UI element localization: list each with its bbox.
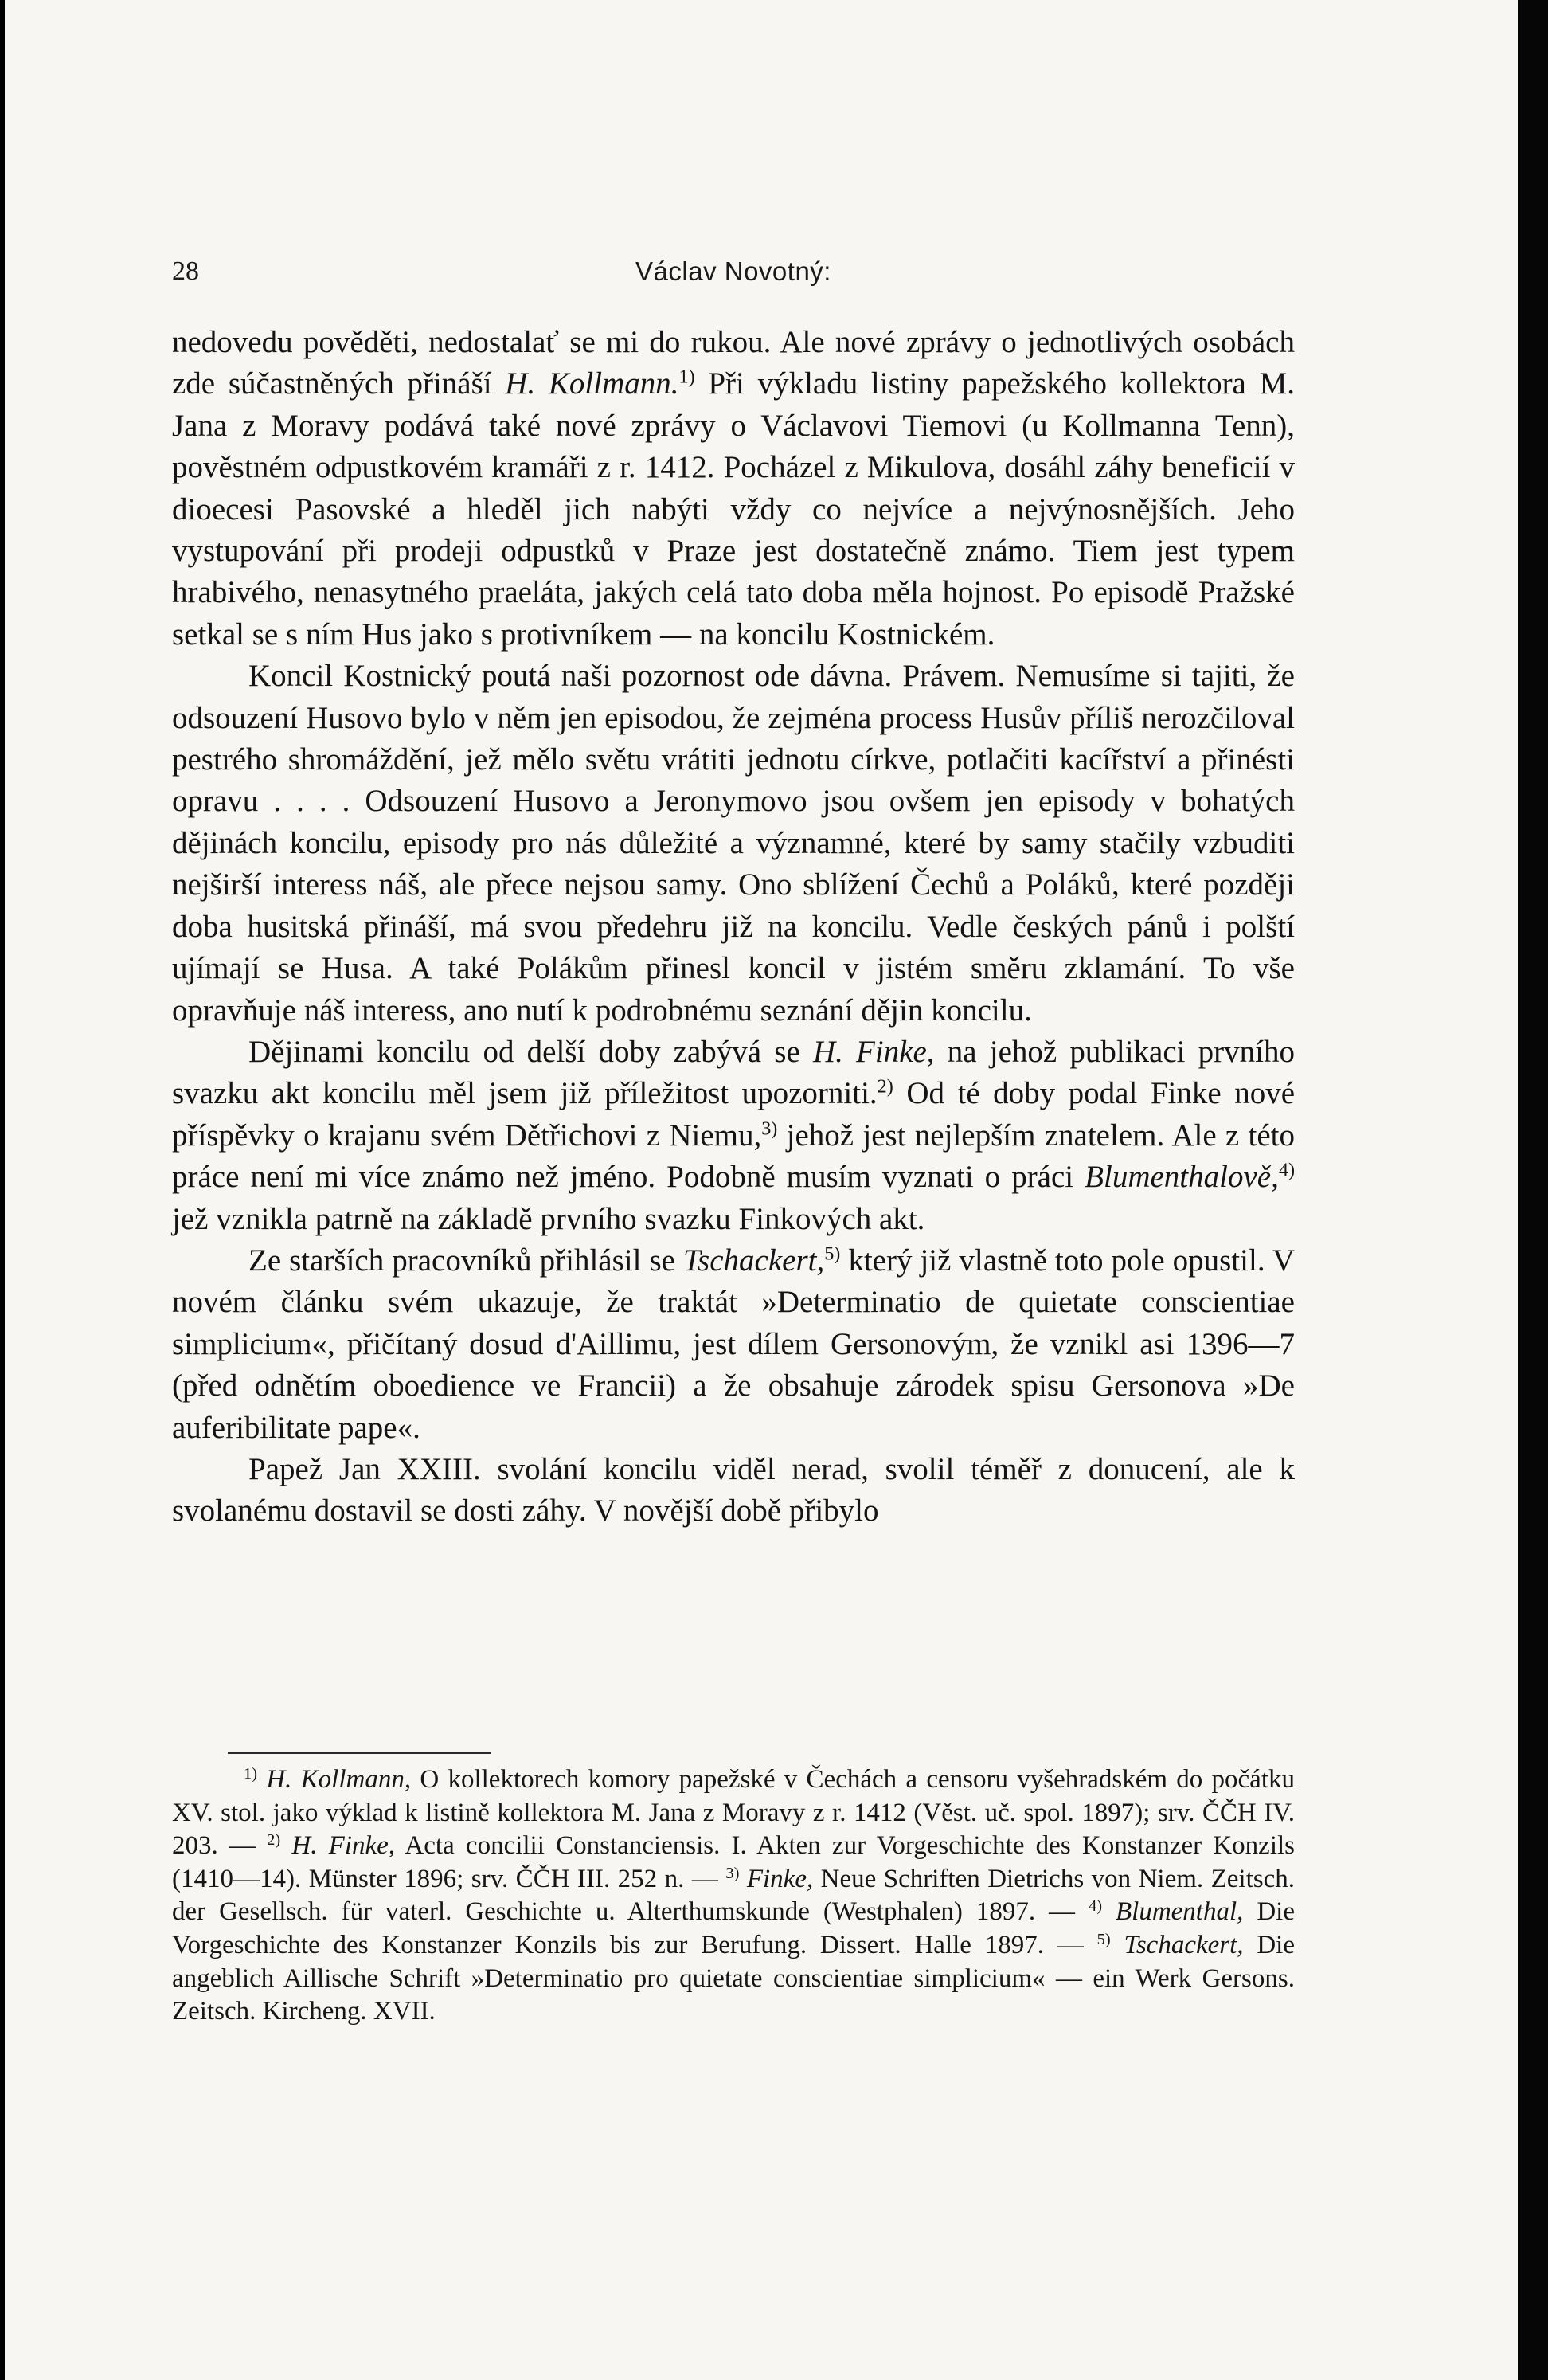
footnote-ref: 2)	[877, 1076, 893, 1098]
italic-text: H. Finke,	[291, 1831, 396, 1861]
italic-text: H. Finke,	[812, 1034, 935, 1069]
text-run: Die Vorgeschichte des Konstanzer Konzils bis zur Berufung. Dissert. Halle 1897. —	[172, 1897, 1295, 1959]
text-run: který již vlastně toto pole opustil. V novém článku svém ukazuje, že traktát »Determinatio de quietate conscientiae simplicium«, přičítaný dosud d'Aillimu, jest dílem Gersonovým, že vznikl asi 1396—7 (před odnětím oboedience ve Francii) a že obsahuje zárodek spisu Gersonova »De auferibilitate pape«.	[172, 1243, 1296, 1445]
footnote-ref: 2)	[267, 1830, 281, 1849]
book-page	[5, 0, 1518, 2380]
page-number: 28	[172, 256, 199, 286]
italic-text: Tschackert,	[1124, 1930, 1244, 1959]
footnote-text	[172, 1763, 1295, 2029]
paragraph	[172, 656, 1295, 1031]
text-run: Ze starších pracovníků přihlásil se	[248, 1243, 683, 1278]
main-text	[172, 322, 1295, 1533]
text-run	[280, 1831, 291, 1860]
text-run	[739, 1865, 746, 1893]
paragraph	[172, 1240, 1295, 1449]
italic-text: H. Kollmann,	[266, 1765, 412, 1794]
footnote-ref: 1)	[678, 366, 695, 389]
text-run: Die angeblich Aillische Schrift »Determinatio pro quietate conscientiae simplicium« — ein Werk Gersons. Zeitsch. Kircheng. XVII.	[172, 1930, 1295, 2026]
italic-text: Blumenthalově,	[1085, 1160, 1279, 1195]
text-run: Dějinami koncilu od delší doby zabývá se	[248, 1034, 813, 1069]
paragraph	[172, 1449, 1295, 1533]
text-run: Papež Jan XXIII. svolání koncilu viděl nerad, svolil téměř z donucení, ale k svolanému dostavil se dosti záhy. V novější době přibylo	[172, 1451, 1295, 1529]
paragraph	[172, 322, 1295, 656]
text-run: jež vznikla patrně na základě prvního svazku Finkových akt.	[172, 1201, 925, 1236]
text-run: Acta concilii Constanciensis. I. Akten zur Vorgeschichte des Konstanzer Konzils (1410—14). Münster 1896; srv. ČČH III. 252 n. —	[172, 1831, 1296, 1893]
paragraph	[172, 1031, 1295, 1240]
footnote-ref: 3)	[725, 1864, 740, 1882]
text-run	[1102, 1897, 1116, 1926]
text-run: na jehož publikaci prvního svazku akt koncilu měl jsem již příležitost upozorniti.	[172, 1034, 1295, 1111]
italic-text: Tschackert,	[682, 1243, 825, 1278]
text-run: nedovedu pověděti, nedostalať se mi do rukou. Ale nové zprávy o jednotlivých osobách zde súčastněných přináší	[172, 325, 1295, 401]
footnote-ref: 5)	[1096, 1930, 1111, 1948]
text-run: Koncil Kostnický poutá naši pozornost ode dávna. Právem. Nemusíme si tajiti, že odsouzení Husovo bylo v něm jen episodou, že zejména process Husův příliš nerozčiloval pestrého shromáždění, jež mělo světu vrátiti jednotu církve, potlačiti kacířství a přinésti opravu . . . . Odsouzení Husovo a Jeronymovo jsou ovšem jen episody v bohatých dějinách koncilu, episody pro nás důležité a významné, které by samy stačily vzbuditi nejširší interess náš, ale přece nejsou samy. Ono sblížení Čechů a Poláků, které později doba husitská přináší, má svou předehru již na koncilu. Vedle českých pánů i polští ujímají se Husa. A také Polákům přinesl koncil v jistém směru zklamání. To vše opravňuje náš interess, ano nutí k podrobnému seznání dějin koncilu.	[172, 659, 1295, 1028]
italic-text: Blumenthal,	[1116, 1897, 1244, 1927]
footnote-ref: 4)	[1089, 1897, 1103, 1916]
scan-edge	[1518, 0, 1548, 2380]
text-run: Neue Schriften Dietrichs von Niem. Zeitsch. der Gesellsch. für vaterl. Geschichte u. Alterthumskunde (Westphalen) 1897. —	[172, 1864, 1296, 1927]
text-run: O kollektorech komory papežské v Čechách a censoru vyšehradském do počátku XV. stol. jako výklad k listině kollektora M. Jana z Moravy z r. 1412 (Věst. uč. spol. 1897); srv. ČČH IV. 203. —	[172, 1765, 1296, 1861]
text-run: Při výkladu listiny papežského kollektora M. Jana z Moravy podává také nové zprávy o Václavovi Tiemovi (u Kollmanna Tenn), pověstném odpustkovém kramáři z r. 1412. Pocházel z Mikulova, dosáhl záhy beneficií v dioecesi Pasovské a hleděl jich nabýti vždy co nejvíce a nejvýnosnějších. Jeho vystupování při prodeji odpustků v Praze jest dostatečně známo. Tiem jest typem hrabivého, nenasytného praeláta, jakých celá tato doba měla hojnost. Po episodě Pražské setkal se s ním Hus jako s protivníkem — na koncilu Kostnickém.	[172, 366, 1295, 652]
text-run	[257, 1765, 266, 1794]
footnote-ref: 5)	[824, 1243, 841, 1265]
footnote-separator	[228, 1752, 491, 1754]
footnote-ref: 4)	[1278, 1159, 1295, 1181]
footnote-ref: 1)	[244, 1764, 258, 1783]
text-run: jehož jest nejlepším znatelem. Ale z této práce není mi více známo než jméno. Podobně musím vyznati o práci	[172, 1118, 1295, 1195]
running-title: Václav Novotný:	[635, 256, 831, 286]
italic-text: H. Kollmann.	[505, 366, 679, 401]
italic-text: Finke,	[746, 1864, 814, 1893]
footnotes	[172, 1763, 1295, 2029]
running-header	[172, 256, 1295, 292]
text-run	[1111, 1931, 1124, 1959]
text-run: Od té doby podal Finke nové příspěvky o krajanu svém Dětřichovi z Niemu,	[172, 1076, 1296, 1153]
footnote-ref: 3)	[761, 1118, 778, 1140]
